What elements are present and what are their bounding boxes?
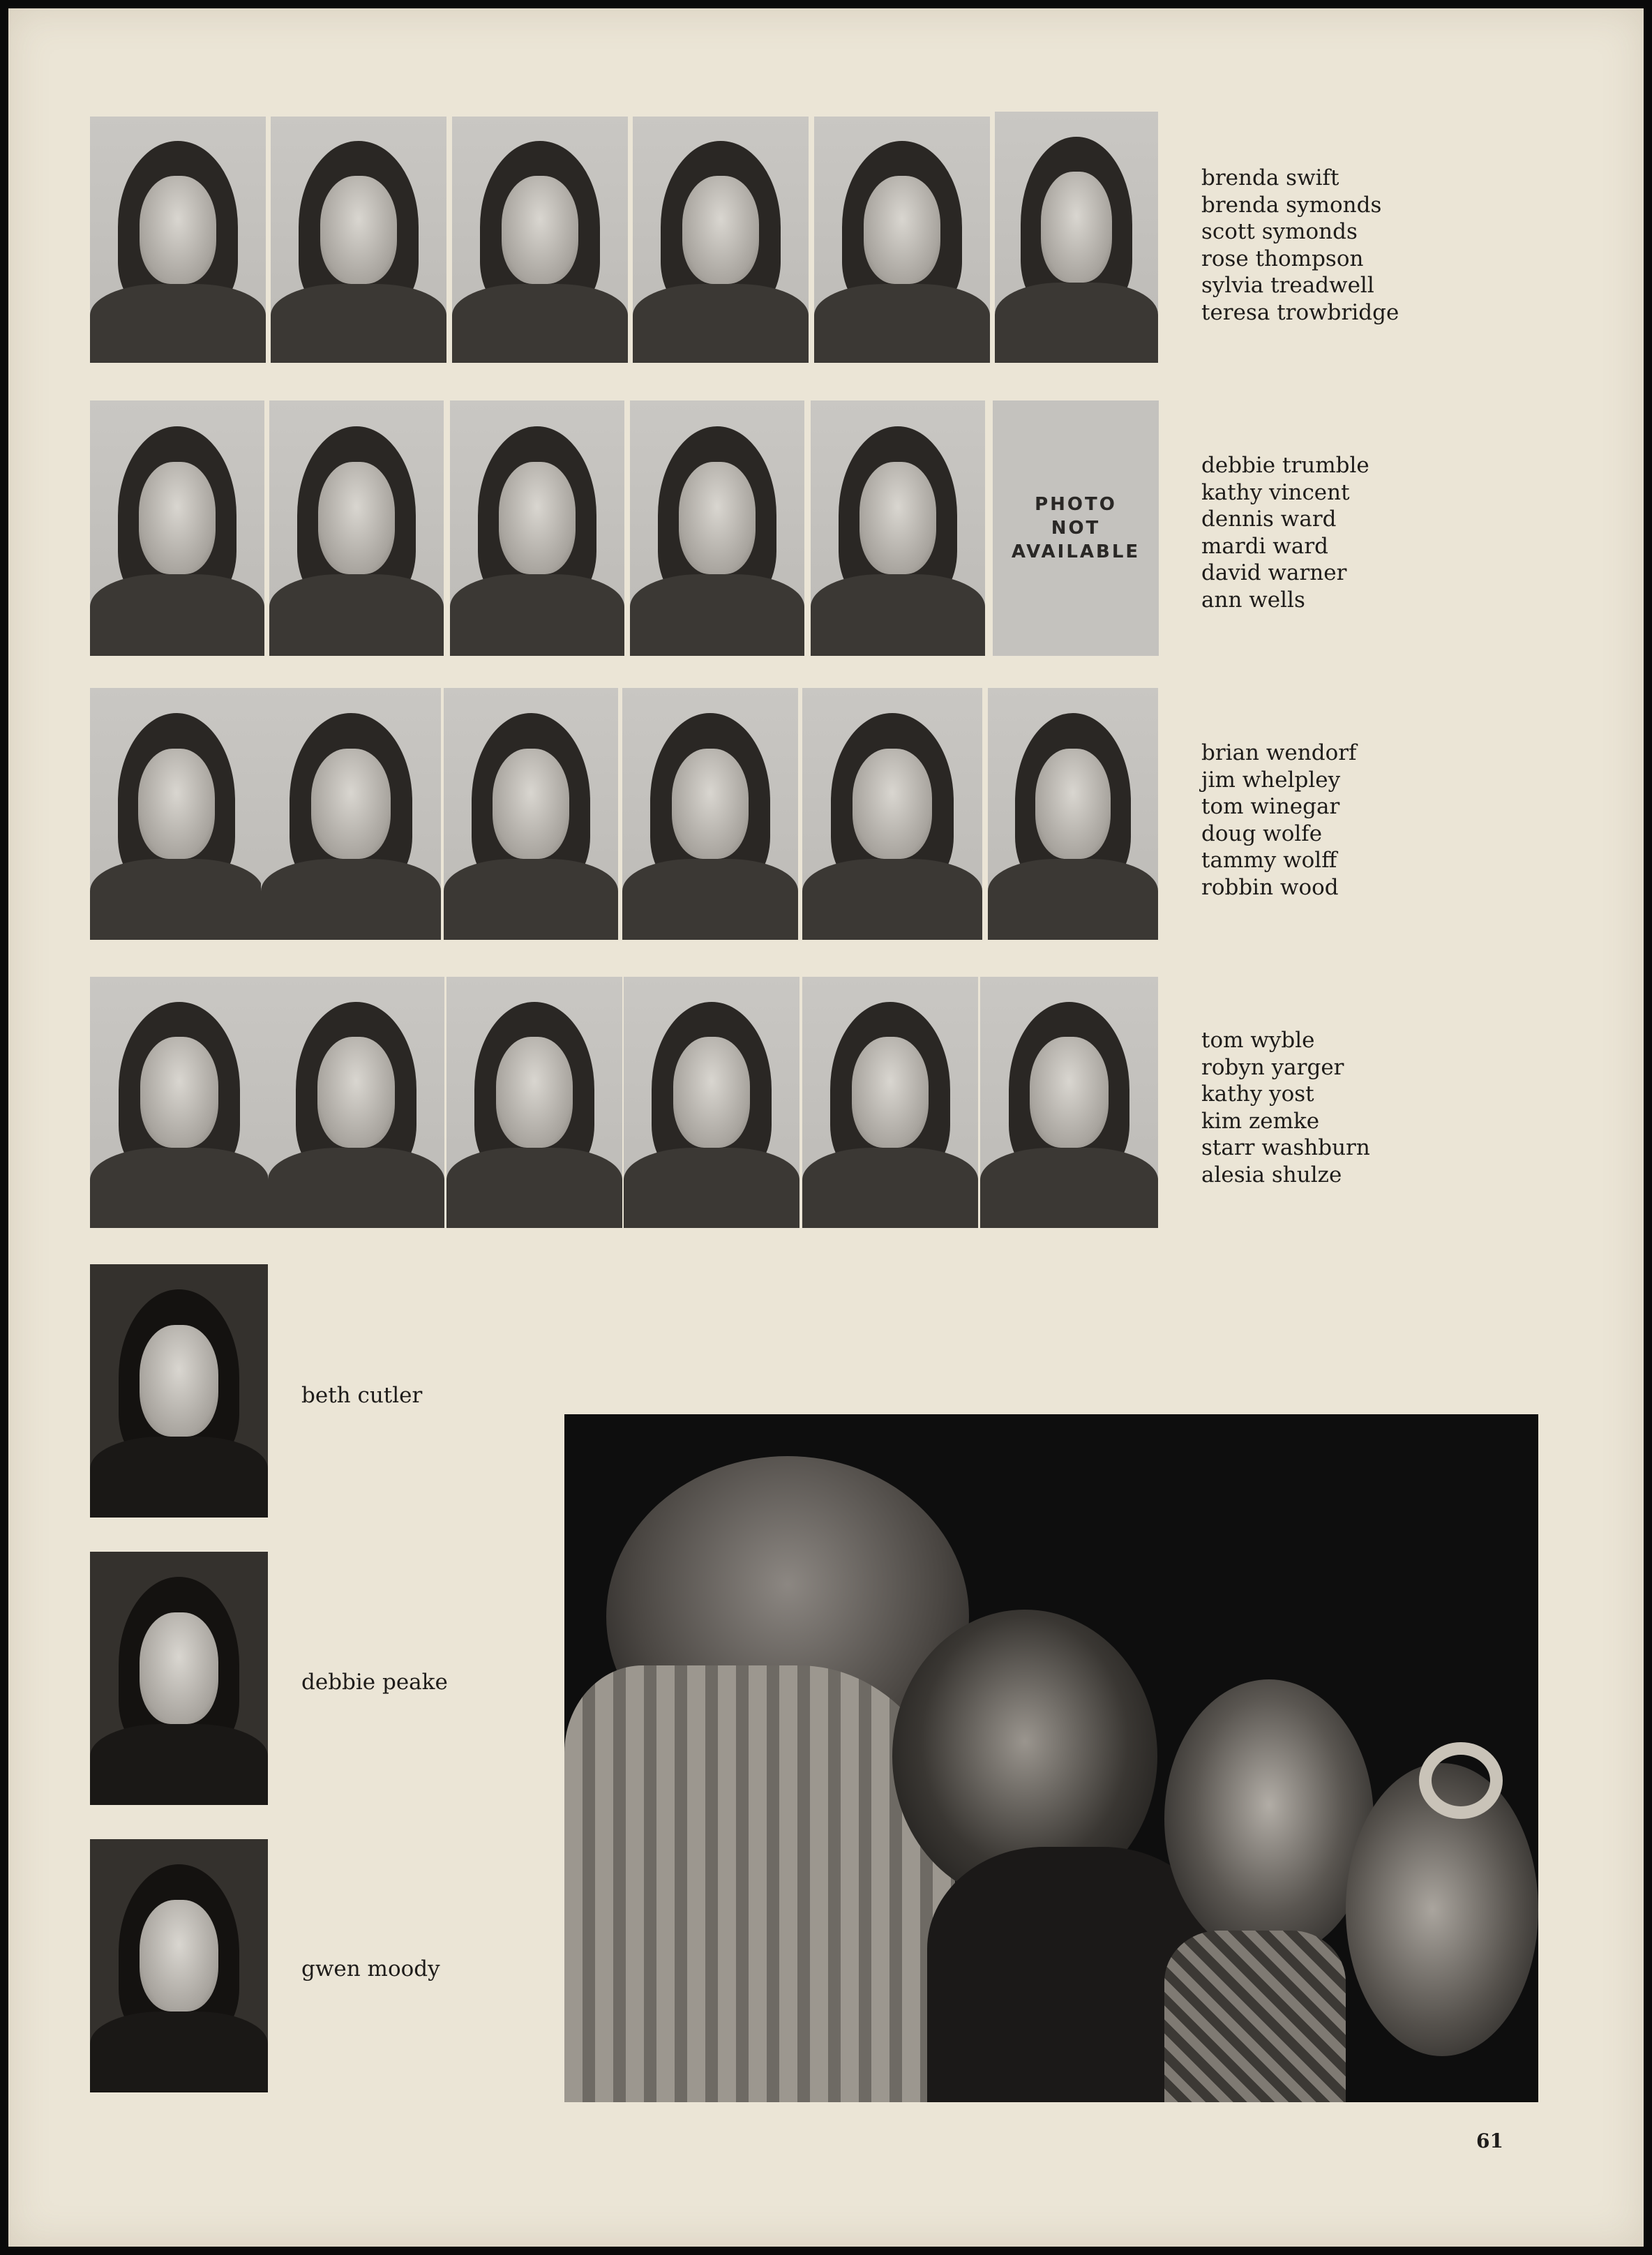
portrait-jim-whelpley (261, 688, 441, 940)
student-name: tom winegar (1201, 794, 1340, 819)
candid-group-photo (564, 1414, 1538, 2102)
portrait-brian-wendorf (90, 688, 263, 940)
name-debbie-peake: debbie peake (301, 1670, 448, 1695)
student-name: jim whelpley (1201, 767, 1341, 793)
portrait-debbie-trumble (90, 400, 264, 656)
portrait-sylvia-treadwell (814, 117, 990, 363)
student-name: starr washburn (1201, 1135, 1370, 1160)
portrait-kathy-yost (446, 977, 622, 1228)
portrait-doug-wolfe (622, 688, 798, 940)
student-name: brenda swift (1201, 165, 1339, 190)
name-list-row-1 (1201, 165, 1399, 326)
student-name: robbin wood (1201, 874, 1339, 900)
student-name: kathy yost (1201, 1081, 1314, 1107)
name-beth-cutler: beth cutler (301, 1383, 423, 1408)
student-name: rose thompson (1201, 246, 1364, 271)
portrait-david-warner (811, 400, 985, 656)
portrait-brenda-symonds (271, 117, 446, 363)
portrait-scott-symonds (452, 117, 628, 363)
name-list-row-2 (1201, 452, 1369, 613)
portrait-robyn-yarger (268, 977, 444, 1228)
portrait-beth-cutler (90, 1264, 268, 1518)
portrait-robbin-wood (988, 688, 1158, 940)
portrait-tom-wyble (90, 977, 269, 1228)
student-name: ann wells (1201, 587, 1305, 613)
portrait-alesia-shulze (980, 977, 1158, 1228)
student-name: brian wendorf (1201, 740, 1357, 765)
student-name: robyn yarger (1201, 1054, 1344, 1080)
portrait-starr-washburn (802, 977, 978, 1228)
student-name: david warner (1201, 560, 1347, 585)
student-name: scott symonds (1201, 219, 1358, 244)
photo-not-available-label: PHOTO NOT AVAILABLE (1011, 494, 1141, 562)
student-name: kim zemke (1201, 1108, 1320, 1134)
student-name: sylvia treadwell (1201, 273, 1374, 298)
portrait-mardi-ward (630, 400, 804, 656)
page-number: 61 (1476, 2129, 1503, 2152)
student-name: dennis ward (1201, 507, 1337, 532)
portrait-brenda-swift (90, 117, 266, 363)
portrait-kathy-vincent (269, 400, 444, 656)
name-gwen-moody: gwen moody (301, 1956, 440, 1981)
portrait-kim-zemke (624, 977, 799, 1228)
portrait-rose-thompson (633, 117, 809, 363)
student-name: kathy vincent (1201, 479, 1350, 505)
student-name: doug wolfe (1201, 821, 1323, 846)
paper-sheet (8, 8, 1644, 2247)
student-name: mardi ward (1201, 533, 1328, 559)
student-name: tammy wolff (1201, 848, 1337, 873)
portrait-gwen-moody (90, 1839, 268, 2092)
name-list-row-4 (1201, 1027, 1370, 1188)
portrait-debbie-peake (90, 1552, 268, 1805)
student-name: brenda symonds (1201, 192, 1382, 218)
student-name: teresa trowbridge (1201, 299, 1399, 325)
portrait-tammy-wolff (802, 688, 982, 940)
student-name: debbie trumble (1201, 453, 1369, 478)
student-name: alesia shulze (1201, 1162, 1342, 1188)
portrait-teresa-trowbridge (995, 112, 1158, 363)
student-name: tom wyble (1201, 1028, 1315, 1053)
name-list-row-3 (1201, 740, 1357, 901)
portrait-tom-winegar (444, 688, 618, 940)
portrait-dennis-ward (450, 400, 624, 656)
portrait-ann-wells-placeholder (993, 400, 1159, 656)
